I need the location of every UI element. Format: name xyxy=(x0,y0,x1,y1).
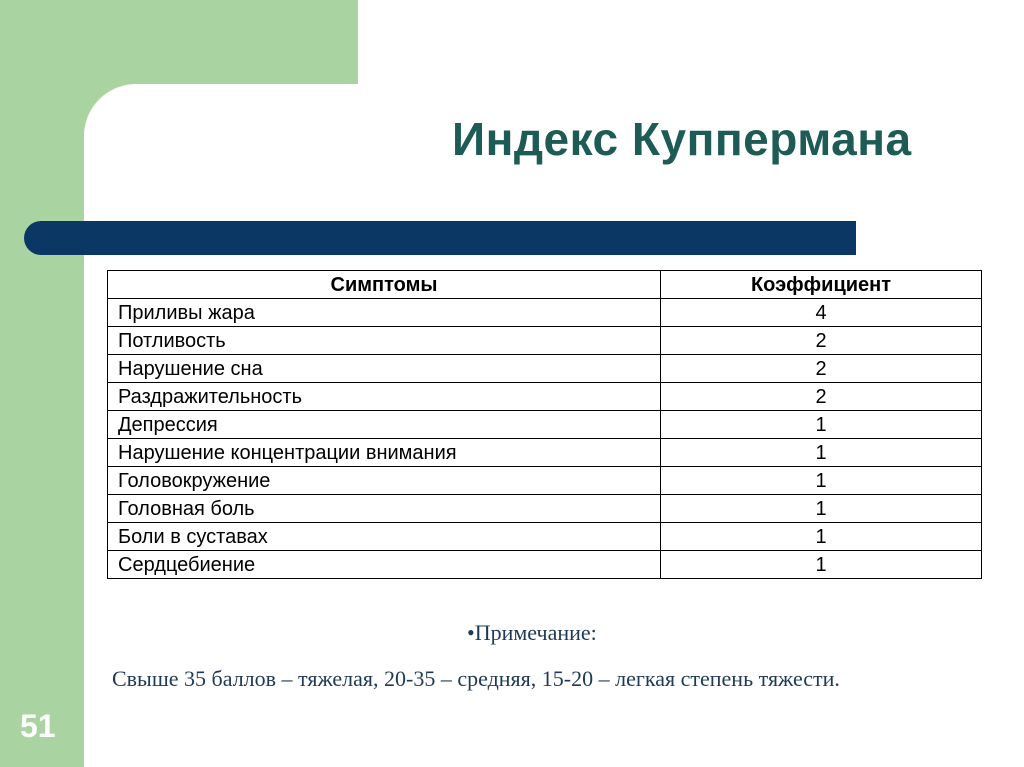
title-underline-bar xyxy=(24,221,856,255)
symptom-cell: Сердцебиение xyxy=(108,551,661,579)
table-header-row xyxy=(108,271,982,299)
coefficient-cell: 1 xyxy=(661,467,982,495)
decor-corner xyxy=(84,84,144,144)
page-title: Индекс Куппермана xyxy=(452,113,912,165)
symptom-cell: Нарушение концентрации внимания xyxy=(108,439,661,467)
symptom-cell: Депрессия xyxy=(108,411,661,439)
kupperman-table xyxy=(107,270,982,579)
table-row xyxy=(108,467,982,495)
table-row xyxy=(108,411,982,439)
coefficient-cell: 2 xyxy=(661,327,982,355)
side-decor-band xyxy=(0,0,84,767)
symptom-cell: Приливы жара xyxy=(108,299,661,327)
coefficient-cell: 2 xyxy=(661,383,982,411)
coefficient-cell: 2 xyxy=(661,355,982,383)
table-row xyxy=(108,383,982,411)
note-heading: •Примечание: xyxy=(467,620,597,645)
coefficient-cell: 4 xyxy=(661,299,982,327)
note-text: Свыше 35 баллов – тяжелая, 20-35 – средняя, 15-20 – легкая степень тяжести. xyxy=(112,666,840,691)
table-row xyxy=(108,327,982,355)
symptom-cell: Нарушение сна xyxy=(108,355,661,383)
symptom-cell: Боли в суставах xyxy=(108,523,661,551)
coefficient-cell: 1 xyxy=(661,495,982,523)
top-decor-band xyxy=(0,0,358,84)
symptom-cell: Раздражительность xyxy=(108,383,661,411)
column-header-coefficient: Коэффициент xyxy=(661,271,982,299)
coefficient-cell: 1 xyxy=(661,523,982,551)
symptom-cell: Головная боль xyxy=(108,495,661,523)
table-row xyxy=(108,523,982,551)
table-row xyxy=(108,299,982,327)
coefficient-cell: 1 xyxy=(661,439,982,467)
column-header-symptoms: Симптомы xyxy=(108,271,661,299)
table-row xyxy=(108,439,982,467)
coefficient-cell: 1 xyxy=(661,551,982,579)
table-row xyxy=(108,355,982,383)
symptom-cell: Головокружение xyxy=(108,467,661,495)
table-row xyxy=(108,551,982,579)
table-row xyxy=(108,495,982,523)
symptom-cell: Потливость xyxy=(108,327,661,355)
slide-number: 51 xyxy=(20,708,56,744)
coefficient-cell: 1 xyxy=(661,411,982,439)
